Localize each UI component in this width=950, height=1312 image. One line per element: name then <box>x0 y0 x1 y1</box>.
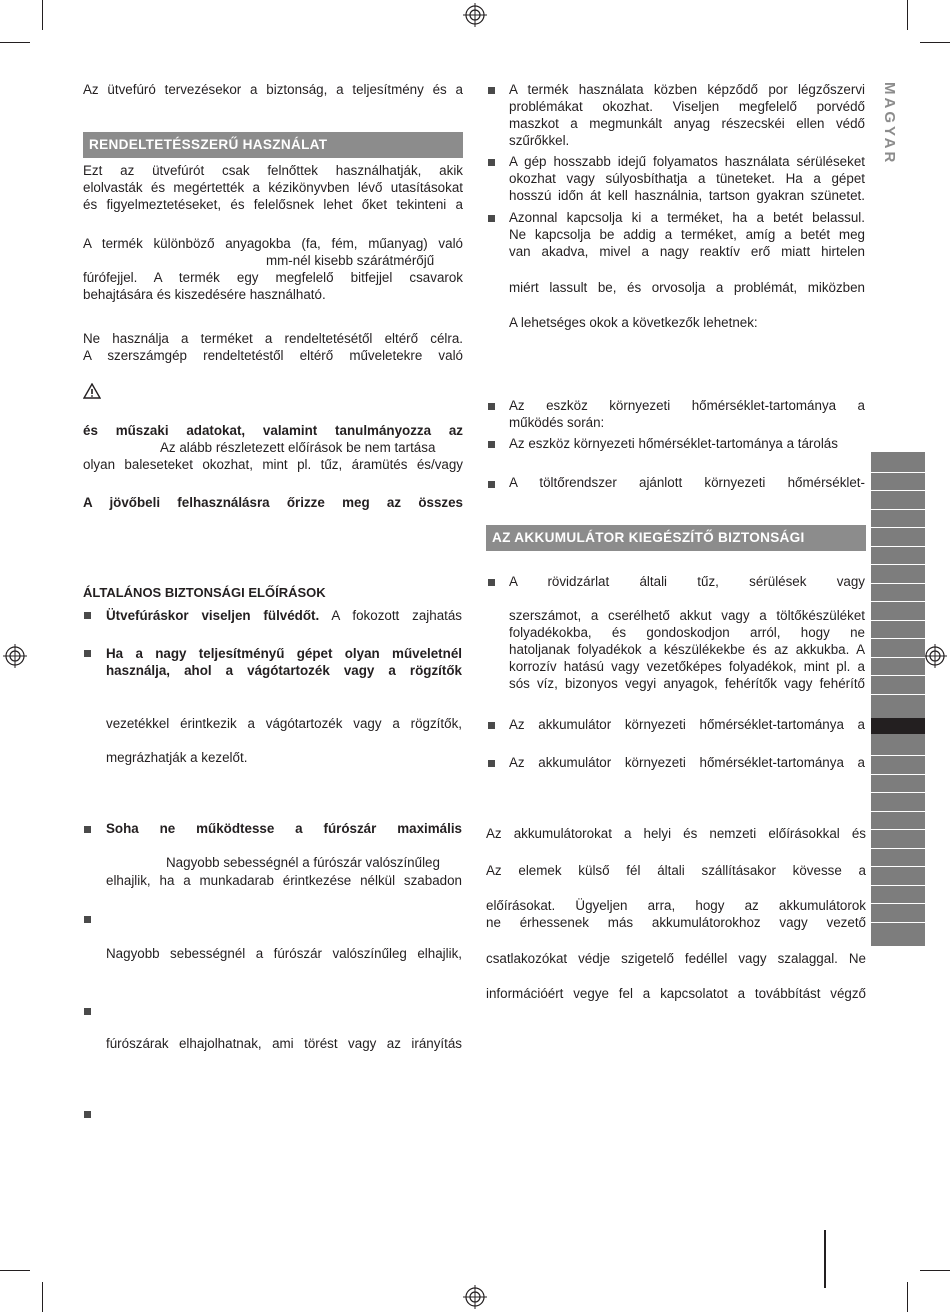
bullet-marker <box>84 1111 91 1118</box>
bullet-text: van akadva, mivel a nagy reaktív erő miatt hirtelen <box>509 244 865 259</box>
bullet-text: A termék használata közben képződő por légzőszervi <box>509 82 865 97</box>
registration-mark-icon <box>3 644 27 668</box>
bullet-marker <box>488 481 495 488</box>
paragraph-line: Az akkumulátorokat a helyi és nemzeti előírásokkal és <box>486 826 866 841</box>
bullet-marker <box>488 579 495 586</box>
bullet-bold-text: Ütvefúráskor viseljen fülvédőt. <box>106 608 320 623</box>
paragraph-line: A szerszámgép rendeltetéstől eltérő műveletekre való <box>83 348 463 363</box>
bullet-text: Nagyobb sebességnél a fúrószár valószínűleg elhajlik, <box>106 946 462 961</box>
bullet-marker <box>488 722 495 729</box>
bullet-text: Az akkumulátor környezeti hőmérséklet-tartománya a <box>509 755 865 770</box>
bullet-marker <box>488 441 495 448</box>
bullet-marker <box>488 760 495 767</box>
bullet-marker <box>488 403 495 410</box>
bullet-marker <box>84 1008 91 1015</box>
bullet-text: elhajlik, ha a munkadarab érintkezése nélkül szabadon <box>106 873 462 888</box>
bullet-text: sós víz, bizonyos vegyi anyagok, fehérítők vagy fehérítő <box>509 676 865 691</box>
bullet-text: Soha ne működtesse a fúrószár maximális <box>106 821 462 836</box>
crop-mark <box>907 1282 908 1312</box>
paragraph-line: Ne használja a terméket a rendeltetésétől eltérő célra. <box>83 331 463 346</box>
bullet-text: maszkot a megmunkált anyag részecskéi ellen védő <box>509 116 865 131</box>
bullet-text: Azonnal kapcsolja ki a terméket, ha a betét belassul. <box>509 210 865 225</box>
bullet-text: vezetékkel érintkezik a vágótartozék vagy a rögzítők, <box>106 716 462 731</box>
language-tab-strip <box>871 452 925 946</box>
paragraph-line: elolvasták és megértették a kézikönyvben lévő utasításokat <box>83 180 463 195</box>
paragraph-line: Az elemek külső fél általi szállításakor kövesse a <box>486 863 866 878</box>
crop-mark <box>907 0 908 30</box>
intro-text: Az ütvefúró tervezésekor a biztonság, a teljesítmény és a <box>83 82 463 97</box>
bullet-text: fúrószárak elhajolhatnak, ami törést vagy az irányítás <box>106 1036 462 1051</box>
active-language-tab <box>871 718 925 734</box>
section-heading: RENDELTETÉSSZERŰ HASZNÁLAT <box>83 132 463 158</box>
bullet-text: A lehetséges okok a következők lehetnek: <box>509 315 758 330</box>
paragraph-line: és figyelmeztetéseket, és felelősnek lehet őket tekinteni a <box>83 197 463 212</box>
bullet-marker <box>84 612 91 619</box>
paragraph-line: olyan baleseteket okozhat, mint pl. tűz, áramütés és/vagy <box>83 457 463 472</box>
paragraph-line: ne érhessenek más akkumulátorokhoz vagy vezető <box>486 915 866 930</box>
bullet-text: problémákat okozhat. Viseljen megfelelő porvédő <box>509 99 865 114</box>
crop-mark <box>42 1282 43 1312</box>
paragraph-line: információért vegye fel a kapcsolatot a továbbítást végző <box>486 986 866 1001</box>
crop-mark <box>920 42 950 43</box>
paragraph-line: A jövőbeli felhasználásra őrizze meg az összes <box>83 495 463 510</box>
language-tab-label: MAGYAR <box>881 82 898 166</box>
bullet-marker <box>488 87 495 94</box>
registration-mark-icon <box>923 644 947 668</box>
bullet-marker <box>488 215 495 222</box>
registration-mark-icon <box>463 1285 487 1309</box>
subheading: ÁLTALÁNOS BIZTONSÁGI ELŐÍRÁSOK <box>83 585 326 600</box>
page-edge-bar <box>824 1230 826 1288</box>
bullet-text: A rövidzárlat általi tűz, sérülések vagy <box>509 574 865 589</box>
bullet-text: Ha a nagy teljesítményű gépet olyan műveletnél <box>106 646 462 661</box>
paragraph-line: Ezt az ütvefúrót csak felnőttek használhatják, akik <box>83 163 463 178</box>
crop-mark <box>0 42 30 43</box>
bullet-text: A töltőrendszer ajánlott környezeti hőmérséklet- <box>509 475 865 490</box>
paragraph-line: A termék különböző anyagokba (fa, fém, műanyag) való <box>83 236 463 251</box>
crop-mark <box>42 0 43 30</box>
bullet-text: használja, ahol a vágótartozék vagy a rögzítők <box>106 663 462 678</box>
paragraph-line: előírásokat. Ügyeljen arra, hogy az akkumulátorok <box>486 898 866 913</box>
paragraph-line: fúrófejjel. A termék egy megfelelő bitfejjel csavarok <box>83 270 463 285</box>
paragraph-line: csatlakozókat védje szigetelő fedéllel vagy szalaggal. Ne <box>486 951 866 966</box>
bullet-text <box>106 607 462 624</box>
bullet-text: Az akkumulátor környezeti hőmérséklet-tartománya a <box>509 717 865 732</box>
bullet-text: működés során: <box>509 415 605 430</box>
bullet-text: okozhat vagy súlyosbíthatja a tüneteket. Ha a gépet <box>509 171 865 186</box>
paragraph-line: behajtására és kiszedésére használható. <box>83 287 326 302</box>
bullet-marker <box>488 159 495 166</box>
crop-mark <box>0 1270 30 1271</box>
bullet-text: Nagyobb sebességnél a fúrószár valószínűleg <box>166 855 440 870</box>
bullet-text: korrozív hatású vagy vezetőképes folyadékok, mint pl. a <box>509 659 865 674</box>
bullet-text-rest: A fokozott zajhatás <box>331 608 463 623</box>
bullet-text: Ne kapcsolja be addig a terméket, amíg a betét meg <box>509 227 865 242</box>
bullet-text: Az eszköz környezeti hőmérséklet-tartománya a tárolás <box>509 436 838 451</box>
bullet-text: szűrőkkel. <box>509 133 570 148</box>
bullet-text: folyadékokba, és gondoskodjon arról, hogy ne <box>509 625 865 640</box>
paragraph-line: mm-nél kisebb szárátmérőjű <box>266 253 435 268</box>
paragraph-line: és műszaki adatokat, valamint tanulmányozza az <box>83 423 463 438</box>
bullet-text: Az eszköz környezeti hőmérséklet-tartománya a <box>509 398 865 413</box>
bullet-marker <box>84 826 91 833</box>
bullet-text: miért lassult be, és orvosolja a problémát, miközben <box>509 280 865 295</box>
bullet-marker <box>84 650 91 657</box>
section-heading: AZ AKKUMULÁTOR KIEGÉSZÍTŐ BIZTONSÁGI <box>486 525 866 551</box>
bullet-marker <box>84 916 91 923</box>
crop-mark <box>920 1270 950 1271</box>
registration-mark-icon <box>463 3 487 27</box>
bullet-text: A gép hosszabb idejű folyamatos használata sérüléseket <box>509 154 865 169</box>
bullet-text: hosszú időn át kell használnia, tartson gyakran szünetet. <box>509 188 865 203</box>
bullet-text: szerszámot, a cserélhető akkut vagy a töltőkészüléket <box>509 608 865 623</box>
warning-triangle-icon <box>83 383 101 399</box>
paragraph-line: Az alább részletezett előírások be nem tartása <box>160 440 436 455</box>
bullet-text: megrázhatják a kezelőt. <box>106 750 248 765</box>
bullet-text: hatoljanak folyadékok a készülékekbe és az akkukba. A <box>509 642 865 657</box>
